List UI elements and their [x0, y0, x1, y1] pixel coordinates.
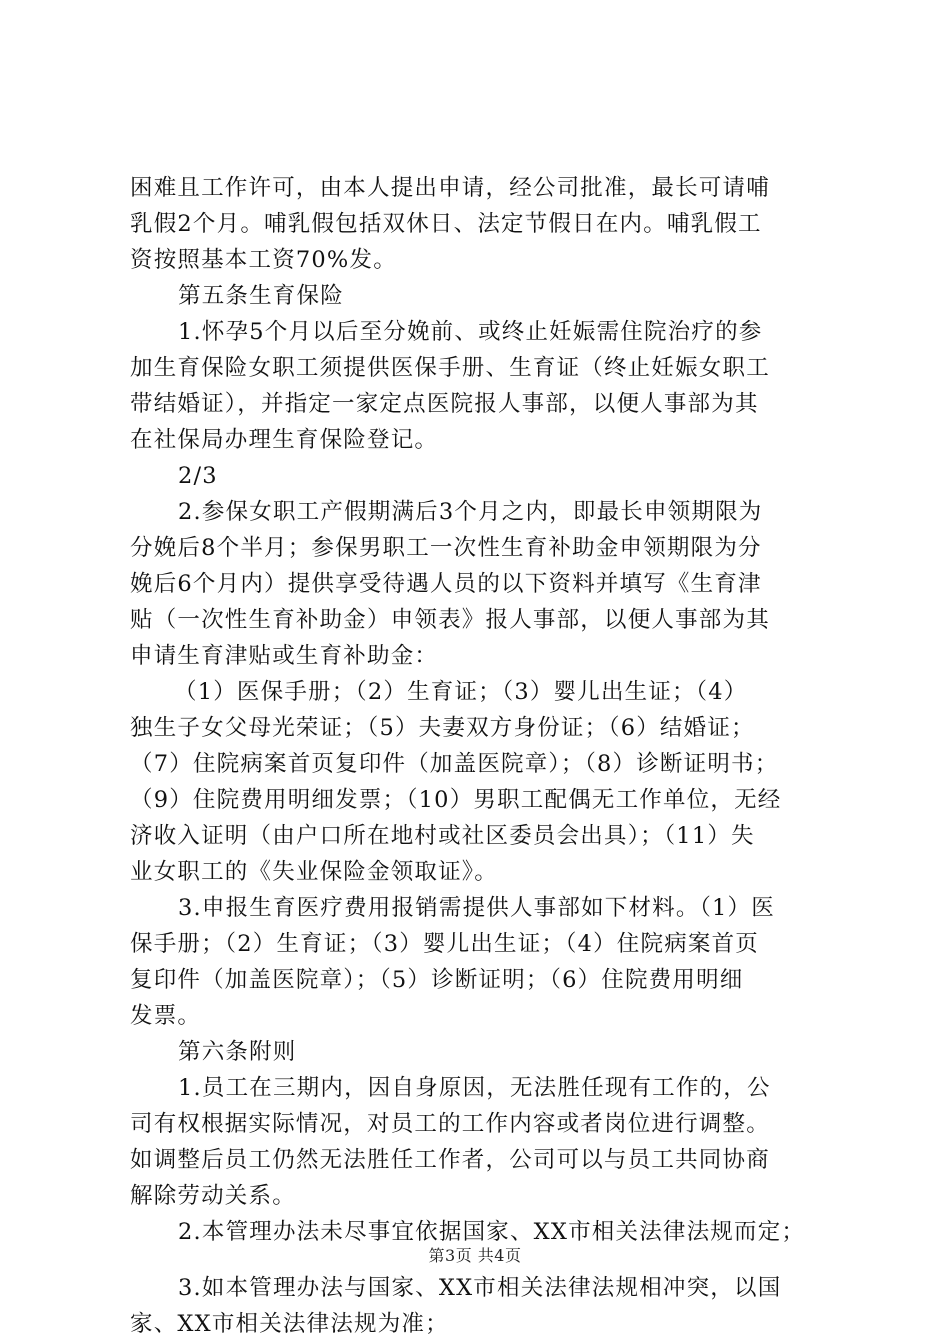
text-line: 娩后6个月内）提供享受待遇人员的以下资料并填写《生育津 [130, 571, 762, 597]
page-number-footer: 第3页 共4页 [428, 1246, 522, 1265]
paragraph-start: 3.如本管理办法与国家、XX市相关法律法规相冲突，以国 [178, 1275, 782, 1301]
text-line: 分娩后8个半月；参保男职工一次性生育补助金申领期限为分 [130, 535, 762, 561]
text-line: 申请生育津贴或生育补助金： [130, 643, 439, 669]
text-line: 业女职工的《失业保险金领取证》。 [130, 859, 498, 885]
text-line: 资按照基本工资70%发。 [130, 247, 397, 273]
text-line: 济收入证明（由户口所在地村或社区委员会出具）；（11）失 [130, 823, 755, 849]
text-line: 保手册；（2）生育证；（3）婴儿出生证；（4）住院病案首页 [130, 931, 759, 957]
text-line: 加生育保险女职工须提供医保手册、生育证（终止妊娠女职工 [130, 355, 770, 381]
text-line: 复印件（加盖医院章）；（5）诊断证明；（6）住院费用明细 [130, 967, 744, 993]
text-line: 乳假2个月。哺乳假包括双休日、法定节假日在内。哺乳假工 [130, 211, 762, 237]
paragraph-start: 1.怀孕5个月以后至分娩前、或终止妊娠需住院治疗的参 [178, 319, 763, 345]
text-line: 发票。 [130, 1003, 202, 1029]
text-line: 解除劳动关系。 [130, 1183, 296, 1209]
text-line: 在社保局办理生育保险登记。 [130, 427, 439, 453]
text-line: 司有权根据实际情况，对员工的工作内容或者岗位进行调整。 [130, 1111, 770, 1137]
list-line: （1）医保手册；（2）生育证；（3）婴儿出生证；（4） [174, 679, 748, 705]
text-line: 如调整后员工仍然无法胜任工作者，公司可以与员工共同协商 [130, 1147, 770, 1173]
text-line: 贴（一次性生育补助金）申领表》报人事部，以便人事部为其 [130, 607, 770, 633]
section-heading: 第五条生育保险 [178, 283, 344, 309]
text-line: （7）住院病案首页复印件（加盖医院章）；（8）诊断证明书； [130, 751, 779, 777]
text-line: 困难且工作许可，由本人提出申请，经公司批准，最长可请哺 [130, 175, 770, 201]
paragraph-start: 1.员工在三期内，因自身原因，无法胜任现有工作的，公 [178, 1075, 771, 1101]
text-line: （9）住院费用明细发票；（10）男职工配偶无工作单位，无经 [130, 787, 782, 813]
paragraph-start: 2.参保女职工产假期满后3个月之内，即最长申领期限为 [178, 499, 763, 525]
document-body [130, 170, 850, 1342]
text-line: 家、XX市相关法律法规为准； [130, 1311, 449, 1337]
text-line: 带结婚证），并指定一家定点医院报人事部，以便人事部为其 [130, 391, 759, 417]
paragraph-start: 3.申报生育医疗费用报销需提供人事部如下材料。（1）医 [178, 895, 775, 921]
text-line: 独生子女父母光荣证；（5）夫妻双方身份证；（6）结婚证； [130, 715, 755, 741]
page-marker: 2/3 [178, 463, 218, 489]
section-heading: 第六条附则 [178, 1039, 297, 1065]
paragraph-start: 2.本管理办法未尽事宜依据国家、XX市相关法律法规而定； [178, 1219, 806, 1245]
